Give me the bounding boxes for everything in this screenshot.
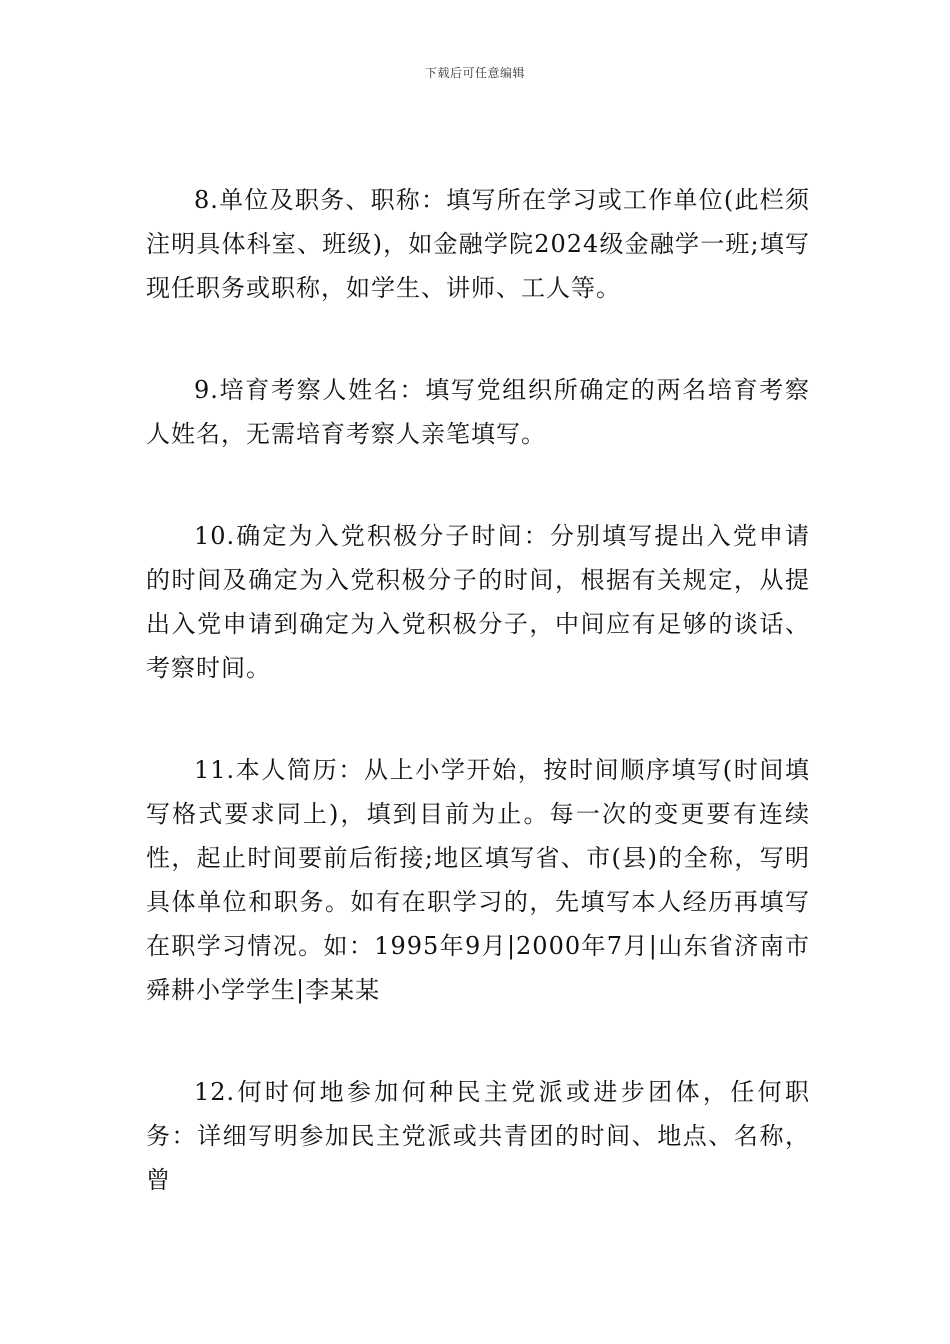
paragraph-item-11: 11.本人简历：从上小学开始，按时间顺序填写(时间填写格式要求同上)，填到目前为止。每一次的变更要有连续性，起止时间要前后衔接;地区填写省、市(县)的全称，写明具体单位和职务。如有在职学习的，先填写本人经历再填写在职学习情况。如：1995年9月|2000年7月|山东省济南市舜耕小学学生|李某某 bbox=[146, 756, 810, 1004]
paragraph-item-12: 12.何时何地参加何种民主党派或进步团体，任何职务：详细写明参加民主党派或共青团的时间、地点、名称，曾 bbox=[146, 1078, 810, 1194]
paragraph-item-9: 9.培育考察人姓名：填写党组织所确定的两名培育考察人姓名，无需培育考察人亲笔填写。 bbox=[146, 376, 810, 448]
paragraph-item-8: 8.单位及职务、职称：填写所在学习或工作单位(此栏须注明具体科室、班级)，如金融学院2024级金融学一班;填写现任职务或职称，如学生、讲师、工人等。 bbox=[146, 186, 810, 302]
page-header: 下载后可任意编辑 bbox=[424, 66, 525, 80]
document-body bbox=[146, 178, 810, 1260]
paragraph-item-10: 10.确定为入党积极分子时间：分别填写提出入党申请的时间及确定为入党积极分子的时间，根据有关规定，从提出入党申请到确定为入党积极分子，中间应有足够的谈话、考察时间。 bbox=[146, 522, 810, 682]
